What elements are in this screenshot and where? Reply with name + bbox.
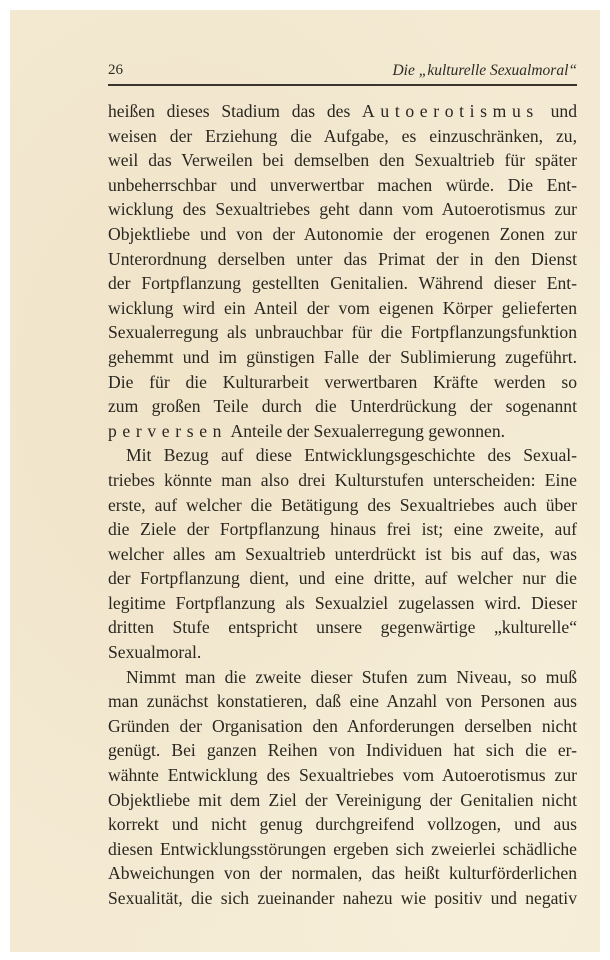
emphasized-word: perversen xyxy=(108,420,228,441)
text-line: diesen Entwicklungsstörungen ergeben sich zweierlei schädliche xyxy=(108,838,577,859)
text-line: korrekt und nicht genug durchgreifend vollzogen, und aus xyxy=(108,814,577,835)
paragraph-start-line: Mit Bezug auf diese Entwicklungsgeschichte des Sexual- xyxy=(126,445,577,466)
text-line: wicklung des Sexualtriebes geht dann vom Autoerotismus zur xyxy=(108,199,577,220)
text-line: Die für die Kulturarbeit verwertbaren Kräfte werden so xyxy=(108,371,577,392)
text-line: Objektliebe und von der Autonomie der erogenen Zonen zur xyxy=(108,223,577,244)
text-line: wicklung wird ein Anteil der vom eigenen Körper gelieferten xyxy=(108,297,577,318)
header-rule xyxy=(108,84,577,86)
page-number: 26 xyxy=(108,62,123,78)
text-line: Objektliebe mit dem Ziel der Vereinigung der Genitalien nicht xyxy=(108,789,577,810)
paragraph-start-line: Nimmt man die zweite dieser Stufen zum Niveau, so muß xyxy=(126,666,577,687)
emphasized-word: Autoerotismus xyxy=(362,101,539,121)
text-line: welcher alles am Sexualtrieb unterdrückt ist bis auf das, was xyxy=(108,543,577,564)
text-line: weil das Verweilen bei demselben den Sexualtrieb für später xyxy=(108,150,577,171)
text-line: gehemmt und im günstigen Falle der Sublimierung zugeführt. xyxy=(108,346,577,367)
text-line: Unterordnung derselben unter das Primat der in den Dienst xyxy=(108,248,577,269)
text-line: der Fortpflanzung gestellten Genitalien. Während dieser Ent- xyxy=(108,273,577,294)
text-line: heißen dieses Stadium das des Autoerotismus und xyxy=(108,101,577,121)
text-line: legitime Fortpflanzung als Sexualziel zugelassen wird. Dieser xyxy=(108,592,577,613)
text-line: Gründen der Organisation den Anforderungen derselben nicht xyxy=(108,715,577,736)
text-line: Sexualität, die sich zueinander nahezu wie positiv und negativ xyxy=(108,888,577,908)
text-line: unbeherrschbar und unverwertbar machen würde. Die Ent- xyxy=(108,174,577,195)
text-line: erste, auf welcher die Betätigung des Sexualtriebes auch über xyxy=(108,494,577,515)
text-line: genügt. Bei ganzen Reihen von Individuen hat sich die er- xyxy=(108,740,577,761)
text-line: zum großen Teile durch die Unterdrückung der sogenannt xyxy=(108,396,577,417)
text-line: weisen der Erziehung die Aufgabe, es einzuschränken, zu, xyxy=(108,125,577,146)
text-line: man zunächst konstatieren, daß eine Anzahl von Personen aus xyxy=(108,691,577,712)
running-head xyxy=(108,60,577,82)
text-line: Abweichungen von der normalen, das heißt kulturförderlichen xyxy=(108,863,577,884)
running-title: Die „kulturelle Sexualmoral“ xyxy=(392,62,577,79)
text-line: der Fortpflanzung dient, und eine dritte, auf welcher nur die xyxy=(108,568,577,589)
text-line: dritten Stufe entspricht unsere gegenwärtige „kulturelle“ xyxy=(108,617,577,638)
text-line: Sexualerregung als unbrauchbar für die Fortpflanzungsfunktion xyxy=(108,322,577,343)
text-line: Sexualmoral. xyxy=(108,642,202,663)
body-text xyxy=(108,99,577,911)
text-line: perversen Anteile der Sexualerregung gewonnen. xyxy=(108,420,506,441)
text-line: wähnte Entwicklung des Sexualtriebes vom Autoerotismus zur xyxy=(108,765,577,786)
text-line: triebes könnte man also drei Kulturstufen unterscheiden: Eine xyxy=(108,469,577,490)
text-line: die Ziele der Fortpflanzung hinaus frei ist; eine zweite, auf xyxy=(108,519,577,540)
book-page xyxy=(10,10,600,952)
